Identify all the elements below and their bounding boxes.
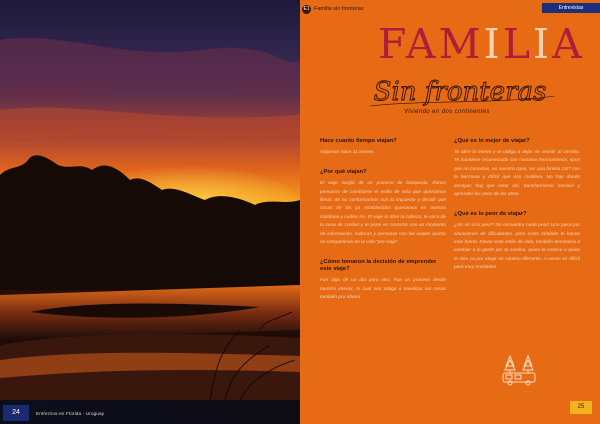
question: Hace cuanto tiempo viajan? [320, 138, 397, 144]
article-subtitle: Viviendo en dos continentes [404, 109, 490, 115]
answer: Viajamos hace 11 meses. [320, 149, 375, 155]
qa-column-right [454, 138, 580, 285]
camper-trees-icon [500, 350, 538, 386]
category-tag: Entrevistas [542, 3, 600, 13]
script-title [360, 70, 560, 112]
title-block [300, 22, 600, 122]
title-part: I [483, 20, 503, 68]
qa-column-left [320, 138, 446, 315]
section-header [302, 4, 364, 14]
section-badge-icon: E1 [303, 5, 310, 12]
title-part: L [502, 20, 533, 68]
article-title [378, 20, 585, 68]
question: ¿Por qué viajan? [320, 169, 367, 176]
footer-caption: Entrerrios-en Florida · Uruguay [36, 411, 105, 416]
title-part: FAM [378, 20, 484, 68]
page-number-right: 25 [570, 401, 592, 414]
title-part: A [552, 20, 585, 68]
right-page [300, 0, 600, 424]
answer: ¿No sé si lo peor? No encuentro nada peor! Uno pasa por situaciones de dificultades, pero estas también te hacen más fuerte. Elevar este estilo de vida, también terminaría a cambiar a la gente por tu camino, quien la conoce o quien le vino ca por elegir un camino diferente. A veces es difícil para muy revelados. [454, 223, 580, 271]
question: ¿Qué es lo mejor de viajar? [454, 138, 530, 144]
question: ¿Qué es lo peor de viajar? [454, 211, 527, 218]
script-title-text: Sin fronteras [373, 77, 547, 107]
answer: Te abre la mente y te obliga a dejar de resistir al cambio. Te mantiene reconectado con nosotros hermanamos, tipos que no conocías, en nuestro caso, ser una familia 24/7 con la hermosa y difícil que eso conlleva. No hay donde escapar, hay que estar ahí, transformarse, convivir y aprender los unos de los otros. [454, 149, 580, 197]
page-number-left: 24 [3, 405, 29, 421]
answer: El viaje surgió de un proceso de búsqueda. Dimos pensaron de cambiarse el estilo de vida que queríamos llevar, de no conformarnos con lo impuesto y decidir que cosas de las ya establecidas queríamos en nuestra cotidiana y cuáles no. El viaje lo abre la cabeza, te saca de la zona de confort y te pone en contacto con un momento de información, culturas y personas con las cuales quizás no compartirías en la vida “pre viaje”. [320, 181, 446, 246]
section-title: Familia sin fronteras [314, 6, 364, 12]
title-part: I [532, 20, 553, 68]
answer: Fue algo de un día para otro. Fue un proceso desde nuestro interior, lo cual nos obliga a movilizar las cosas también por afuera. [320, 278, 446, 301]
question: ¿Cómo tomaron la decisión de emprender este viaje? [320, 259, 437, 273]
